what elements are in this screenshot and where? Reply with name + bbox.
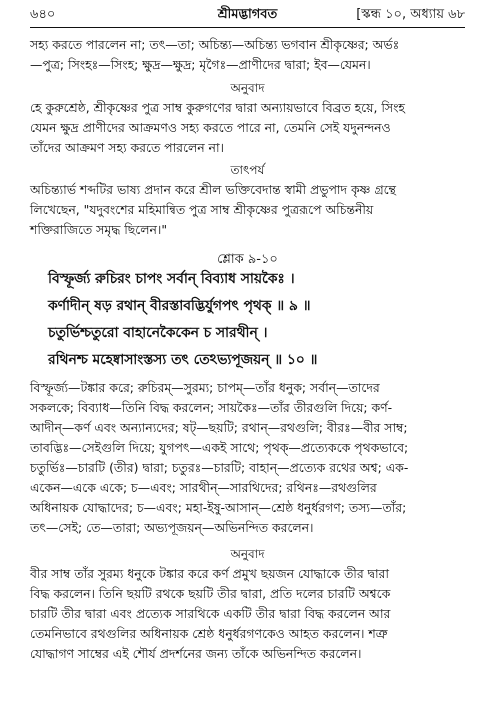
book-title: শ্রীমদ্ভাগবত [217,7,278,22]
text-line: সকলকে; বিব্যাধ—তিনি বিদ্ধ করলেন; সায়কৈঃ—তাঁর তীরগুলি দিয়ে; কর্ণ- [30,400,393,415]
text-line: একেন—একে একে; চ—এবং; সারথীন্—সারথিদের; রথিনঃ—রথগুলির [30,480,377,495]
page-number: ৬৪০ [30,7,56,22]
translation-heading: অনুবাদ [230,547,265,561]
text-line: হে কুরুশ্রেষ্ঠ, শ্রীকৃষ্ণের পুত্র সাম্ব কুরুগণের দ্বারা অন্যায়ভাবে বিব্রত হয়ে, সিংহ [30,100,405,115]
translation-paragraph [30,564,465,664]
verse-line: কর্ণাদীন্ ষড় রথান্ বীরস্তাবদ্ভির্যুগপৎ পৃথক্ ॥ ৯ ॥ [48,298,311,314]
verse-heading: শ্লোক ৯-১০ [217,252,278,267]
purport-heading: তাৎপর্য [230,163,265,177]
text-line: আদীন্—কর্ণ এবং অন্যান্যদের; ষট্—ছয়টি; রথান্—রথগুলি; বীরঃ—বীর সাম্ব; [30,420,408,435]
text-line: তাঁদের আক্রমণ সহ্য করতে পারলেন না। [30,140,224,155]
text-line: তাবদ্ভিঃ—সেইগুলি দিয়ে; যুগপৎ—একই সাথে; পৃথক্—প্রত্যেককে পৃথকভাবে; [30,440,409,455]
translation-heading: অনুবাদ [230,81,265,95]
text-line: শক্তিরাজিতে সমৃদ্ধ ছিলেন।" [30,222,168,237]
text-line: অধিনায়ক যোদ্ধাদের; চ—এবং; মহা-ইষু-আসান্—শ্রেষ্ঠ ধনুর্ধরগণ; তস্য—তাঁর; [30,500,407,515]
synonyms-continued [30,35,465,75]
text-line: অচিন্ত্যার্ভ শব্দটির ভাষ্য প্রদান করে শ্রীল ভক্তিবেদান্ত স্বামী প্রভুপাদ কৃষ্ণ গ্রন্থে [30,182,396,197]
verse-block [48,266,449,374]
text-line: সহ্য করতে পারলেন না; তৎ—তা; অচিন্ত্য—অচিন্ত্য ভগবান শ্রীকৃষ্ণের; অর্ভঃ [30,37,400,52]
text-line: তেমনিভাবে রথগুলির অধিনায়ক শ্রেষ্ঠ ধনুর্ধরগণকেও আহত করলেন। শত্রু [30,626,388,641]
section-reference: [স্কন্ধ ১০, অধ্যায় ৬৮ [356,7,465,22]
purport-paragraph [30,180,465,240]
page-header [30,5,465,29]
word-synonyms [30,378,465,538]
verse-line: বিস্ফূর্জ্য রুচিরং চাপং সর্বান্ বিব্যাধ সায়কৈঃ । [48,271,295,287]
text-line: বীর সাম্ব তাঁর সুরম্য ধনুকে টঙ্কার করে কর্ণ প্রমুখ ছয়জন যোদ্ধাকে তীর দ্বারা [30,566,389,581]
text-line: —পুত্র; সিংহঃ—সিংহ; ক্ষুদ্র—ক্ষুদ্র; মৃগৈঃ—প্রাণীদের দ্বারা; ইব—যেমন। [30,57,371,72]
header-divider [30,27,465,28]
text-line: বিস্ফূর্জ্য—টঙ্কার করে; রুচিরম্—সুরম্য; চাপম্—তাঁর ধনুক; সর্বান্—তাদের [30,380,380,395]
text-line: যোদ্ধাগণ সাম্বের এই শৌর্য প্রদর্শনের জন্য তাঁকে অভিনন্দিত করলেন। [30,646,362,661]
text-line: চতুর্ভিঃ—চারটি (তীর) দ্বারা; চতুরঃ—চারটি; বাহান্—প্রত্যেক রথের অশ্ব; এক- [30,460,409,475]
text-line: বিদ্ধ করলেন। তিনি ছয়টি রথকে ছয়টি তীর দ্বারা, প্রতি দলের চারটি অশ্বকে [30,586,391,601]
translation-paragraph [30,98,465,158]
text-line: চারটি তীর দ্বারা এবং প্রত্যেক সারথিকে একটি তীর দ্বারা বিদ্ধ করলেন আর [30,606,391,621]
verse-line: রথিনশ্চ মহেষ্বাসাংস্তস্য তৎ তেঽভ্যপূজয়ন্ ॥ ১০ ॥ [48,352,318,368]
verse-line: চতুর্ভিশ্চতুরো বাহানেকৈকেন চ সারথীন্ । [48,325,268,341]
text-line: লিখেছেন, "যদুবংশের মহিমান্বিত পুত্র সাম্ব শ্রীকৃষ্ণের পুত্ররূপে অচিন্তনীয় [30,202,374,217]
text-line: যেমন ক্ষুদ্র প্রাণীদের আক্রমণও সহ্য করতে পারে না, তেমনি সেই যদুনন্দনও [30,120,391,135]
text-line: তৎ—সেই; তে—তারা; অভ্যপূজয়ন্—অভিনন্দিত করলেন। [30,520,314,535]
